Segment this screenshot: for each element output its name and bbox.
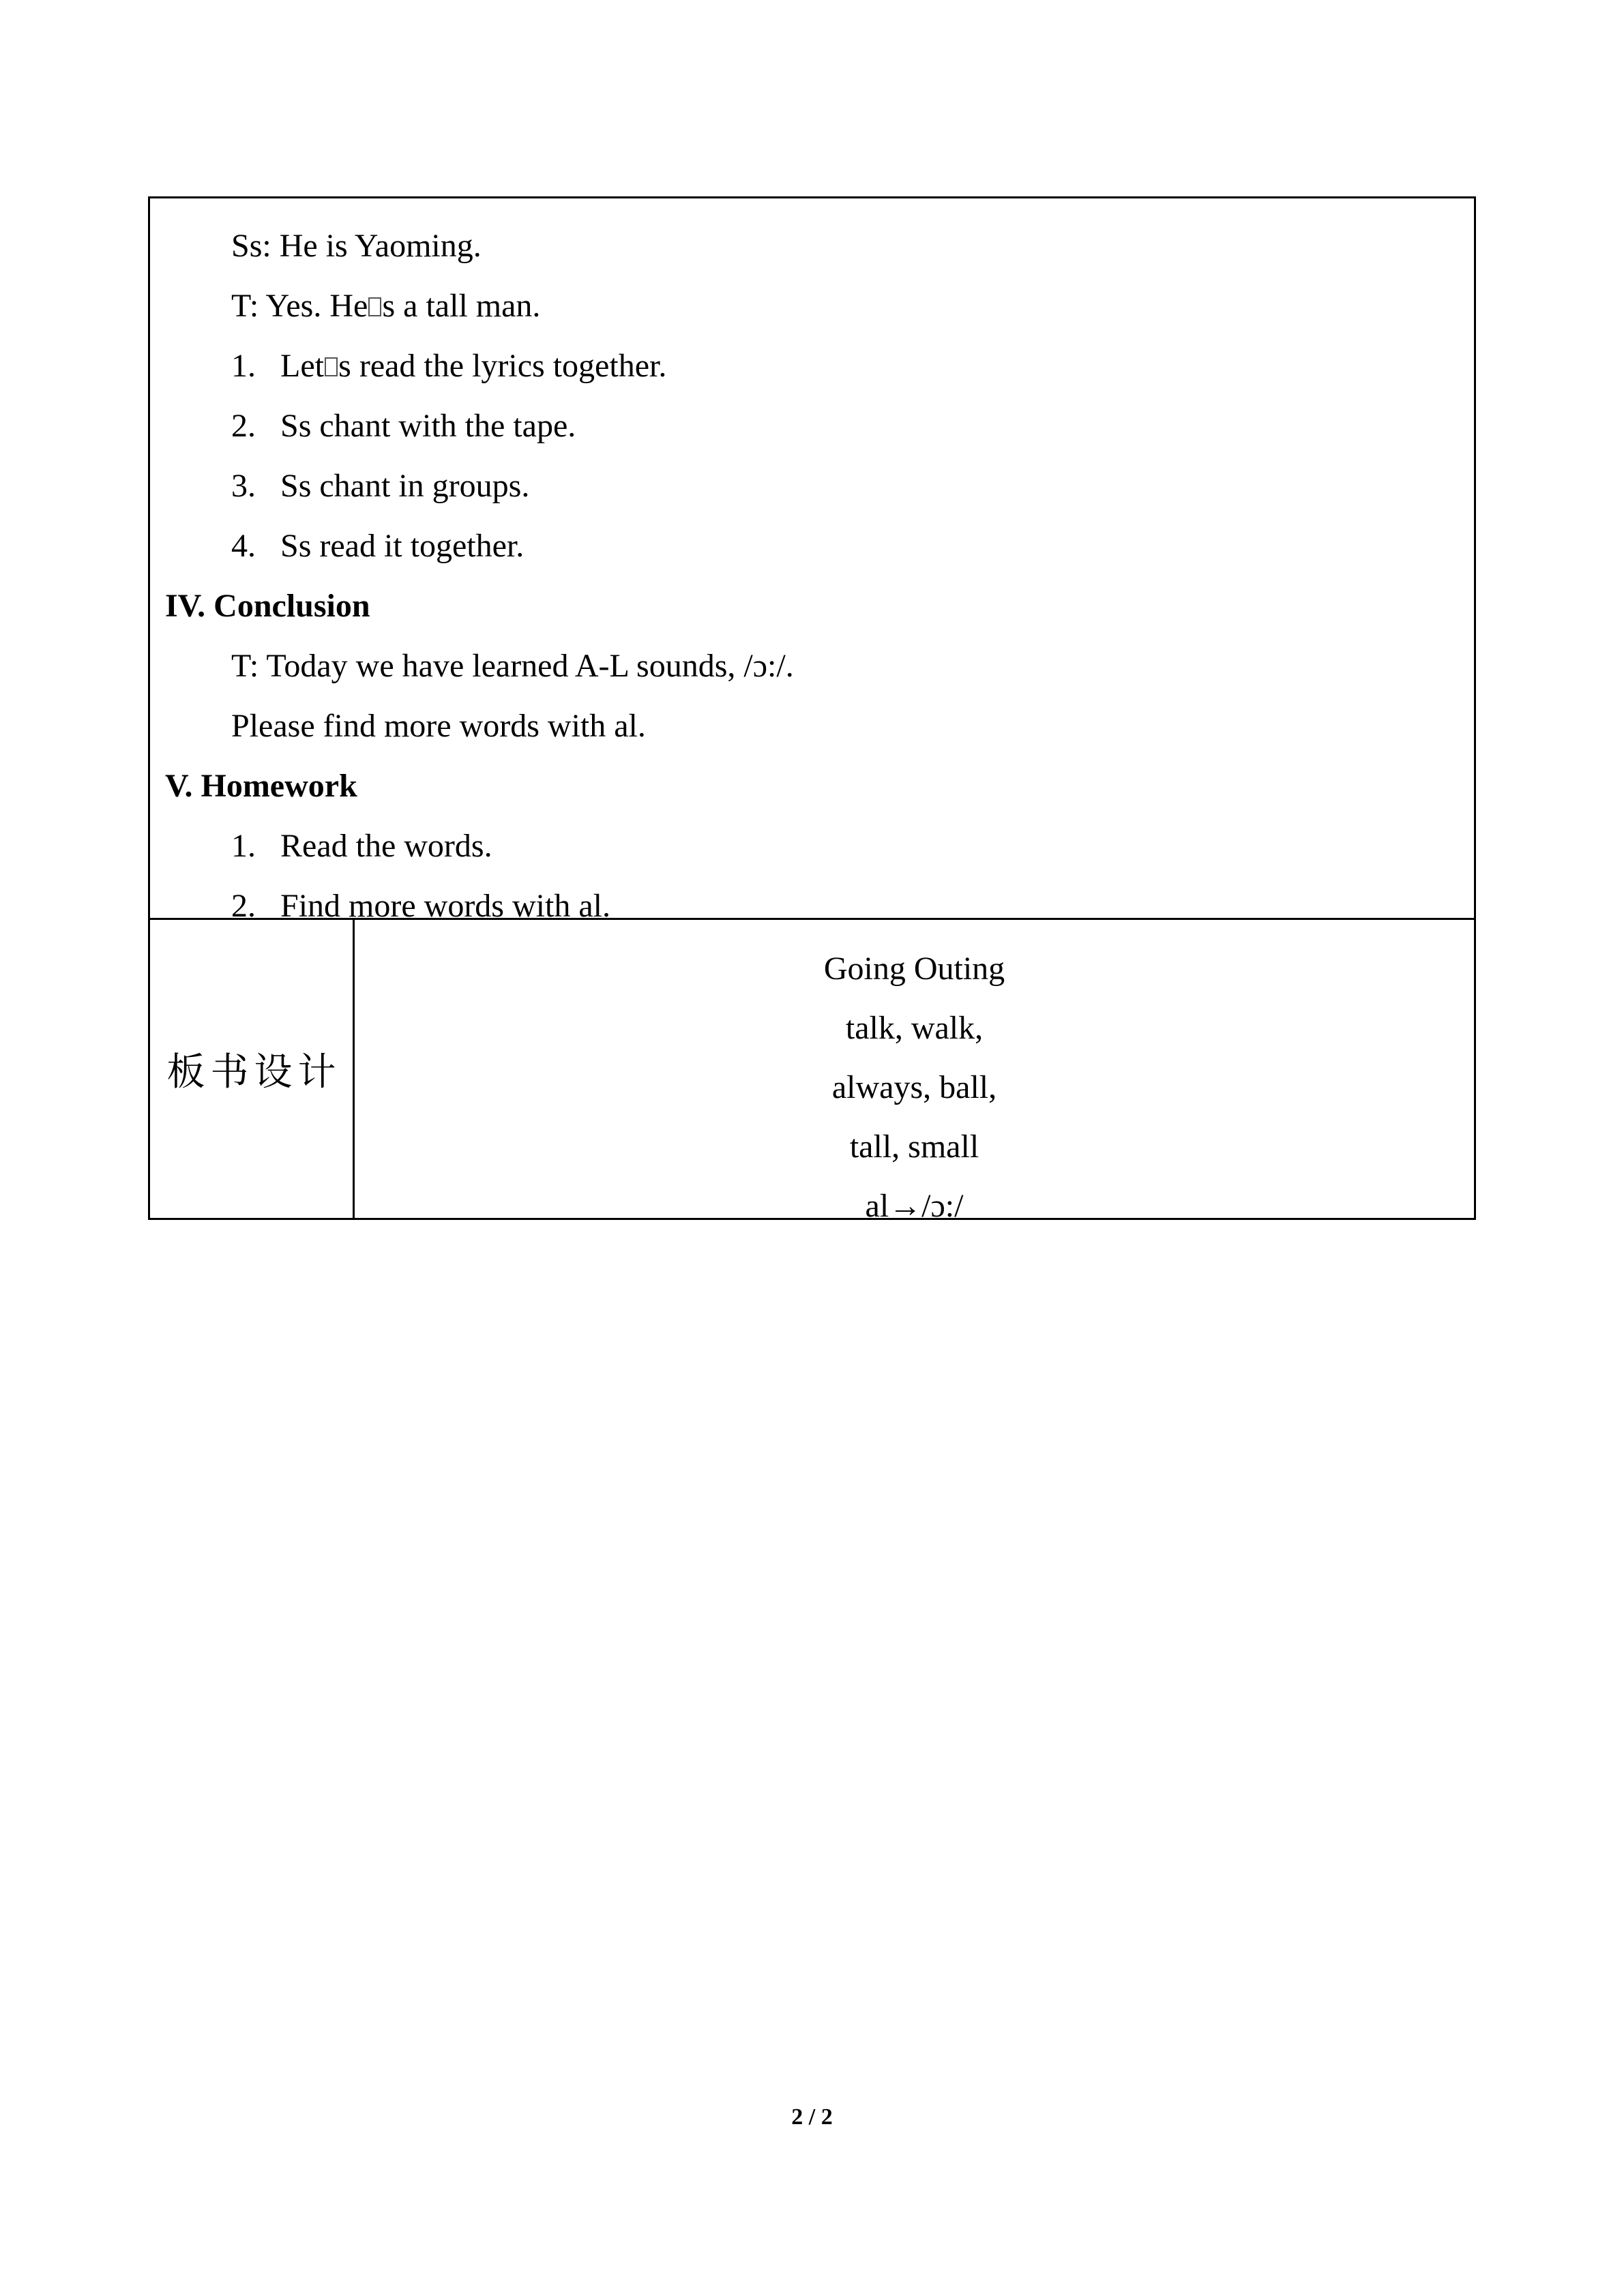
section-heading-conclusion: IV. Conclusion [165, 588, 370, 624]
lesson-content-cell [150, 198, 1474, 924]
step-text: Let s read the lyrics together. [280, 348, 667, 384]
numbered-step-3 [150, 456, 1474, 516]
missing-glyph-box [368, 297, 381, 316]
step-text: Find more words with al. [280, 888, 610, 924]
step-text: Ss chant in groups. [280, 468, 530, 504]
numbered-step-4 [150, 516, 1474, 576]
step-number: 2. [231, 408, 256, 444]
section-heading-homework: V. Homework [165, 768, 357, 804]
step-text: Ss read it together. [280, 528, 525, 564]
step-number: 3. [231, 468, 256, 504]
board-line-words-3: tall, small [849, 1129, 979, 1165]
board-line-words-2: always, ball, [831, 1069, 997, 1105]
dialog-line-ss-yaoming: Ss: He is Yaoming. [231, 228, 482, 264]
step-number: 2. [231, 888, 256, 924]
step-text: Read the words. [280, 828, 492, 864]
board-design-label: 板书设计 [166, 1051, 342, 1094]
numbered-step-2 [150, 396, 1474, 456]
board-line-words-1: talk, walk, [845, 1010, 984, 1046]
board-design-label-cell [150, 920, 355, 1218]
page-number: 2 / 2 [791, 2104, 833, 2130]
board-line-phonetic-rule: al→/ɔ:/ [865, 1188, 964, 1224]
board-line-title: Going Outing [823, 951, 1005, 987]
numbered-step-1 [150, 336, 1474, 396]
dialog-line-please-find: Please find more words with al. [231, 708, 646, 744]
dialog-line-t-learned: T: Today we have learned A-L sounds, /ɔ:/. [231, 648, 794, 684]
step-number: 4. [231, 528, 256, 564]
dialog-line-t-tall-man: T: Yes. He s a tall man. [231, 288, 541, 324]
lesson-plan-table [148, 196, 1476, 1224]
step-number: 1. [231, 348, 256, 384]
missing-glyph-box [325, 357, 338, 376]
board-design-row [150, 918, 1474, 1224]
homework-step-1 [150, 816, 1474, 876]
board-design-content-cell [355, 920, 1474, 1224]
step-number: 1. [231, 828, 256, 864]
step-text: Ss chant with the tape. [280, 408, 576, 444]
